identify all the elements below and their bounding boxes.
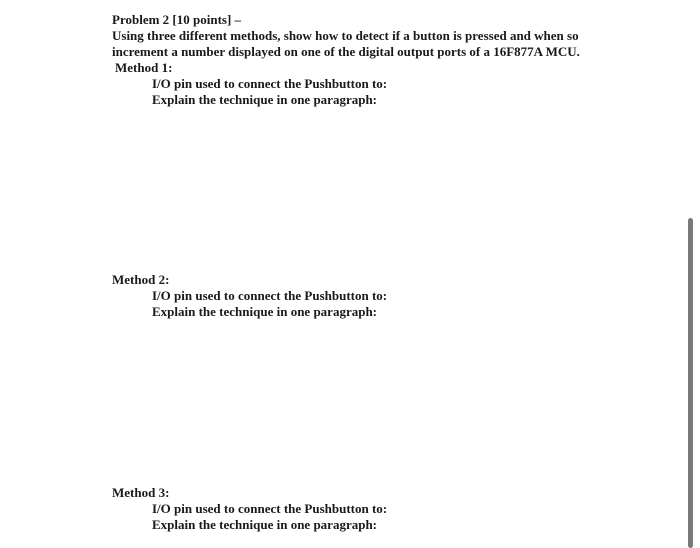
method-1-io-pin-prompt: I/O pin used to connect the Pushbutton to: (152, 76, 388, 91)
method-1-explain-prompt: Explain the technique in one paragraph: (152, 92, 378, 107)
method-2-io-pin-prompt: I/O pin used to connect the Pushbutton to: (152, 288, 388, 303)
method-1-heading: Method 1: (115, 60, 173, 75)
vertical-scrollbar[interactable] (688, 218, 693, 548)
method-2-heading: Method 2: (112, 272, 170, 287)
problem-prompt-line-2: increment a number displayed on one of the digital output ports of a 16F877A MCU. (112, 44, 580, 59)
method-3-explain-prompt: Explain the technique in one paragraph: (152, 517, 378, 532)
method-3-io-pin-prompt: I/O pin used to connect the Pushbutton to: (152, 501, 388, 516)
method-3-heading: Method 3: (112, 485, 170, 500)
problem-title: Problem 2 [10 points] – (112, 12, 242, 27)
problem-prompt-line-1: Using three different methods, show how to detect if a button is pressed and when so (112, 28, 579, 43)
method-2-explain-prompt: Explain the technique in one paragraph: (152, 304, 378, 319)
